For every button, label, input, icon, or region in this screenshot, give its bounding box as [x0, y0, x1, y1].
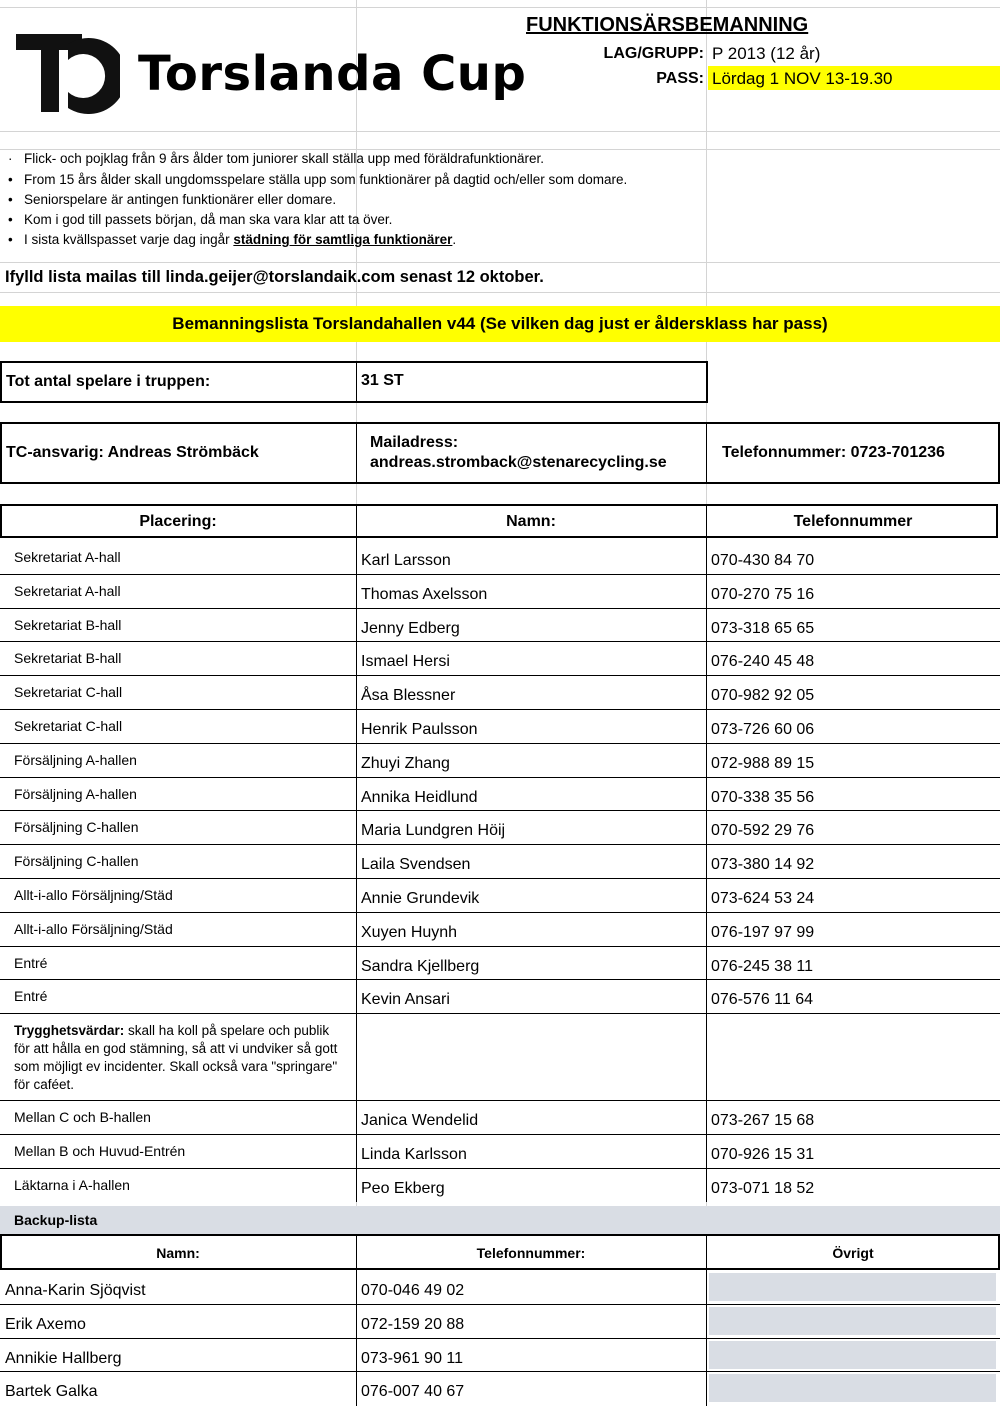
table-row-placement: Sekretariat C-hall — [14, 684, 123, 700]
grid-row-line — [0, 7, 1000, 8]
table-row-phone: 070-592 29 76 — [711, 822, 815, 839]
backup-row-name: Anna-Karin Sjöqvist — [5, 1282, 146, 1299]
row-line — [0, 1100, 1000, 1101]
bullet-item: • I sista kvällspasset varje dag ingår städning för samtliga funktionärer. — [8, 232, 457, 247]
backup-ovrigt-cell — [709, 1307, 996, 1335]
page-title: FUNKTIONSÄRSBEMANNING — [526, 14, 809, 36]
row-line — [0, 743, 1000, 744]
grid-row-line — [0, 149, 1000, 150]
header-placering: Placering: — [139, 513, 217, 530]
table-row-phone: 070-982 92 05 — [711, 687, 815, 704]
row-line — [0, 979, 1000, 980]
table-row-name: Laila Svendsen — [361, 856, 471, 873]
table-row-placement: Entré — [14, 955, 48, 971]
row-line — [0, 777, 1000, 778]
backup-title: Backup-lista — [14, 1212, 98, 1228]
backup-row-phone: 072-159 20 88 — [361, 1316, 465, 1333]
guard-row-phone: 073-071 18 52 — [711, 1180, 815, 1197]
players-label: Tot antal spelare i truppen: — [6, 373, 211, 390]
guard-row-placement: Läktarna i A-hallen — [14, 1177, 130, 1193]
mail-label: Mailadress: — [370, 434, 459, 451]
table-row-phone: 073-624 53 24 — [711, 890, 815, 907]
tc-responsible: TC-ansvarig: Andreas Strömbäck — [6, 444, 259, 461]
guard-row-name: Janica Wendelid — [361, 1112, 479, 1129]
table-row-phone: 072-988 89 15 — [711, 755, 815, 772]
table-row-name: Zhuyi Zhang — [361, 755, 450, 772]
lag-value: P 2013 (12 år) — [712, 44, 821, 63]
grid-row-line — [0, 131, 1000, 132]
backup-section-bar — [0, 1206, 1000, 1234]
table-row-name: Åsa Blessner — [361, 687, 456, 704]
pass-label: PASS: — [656, 70, 704, 87]
table-row-phone: 076-240 45 48 — [711, 653, 815, 670]
torslanda-cup-logo-icon — [16, 30, 120, 114]
grid-row-line — [0, 262, 1000, 263]
row-line — [0, 1338, 1000, 1339]
box-divider — [706, 422, 707, 484]
table-row-phone: 073-726 60 06 — [711, 721, 815, 738]
table-row-placement: Allt-i-allo Försäljning/Städ — [14, 887, 173, 903]
table-row-placement: Sekretariat B-hall — [14, 650, 122, 666]
backup-row-name: Bartek Galka — [5, 1383, 98, 1400]
backup-header-namn: Namn: — [156, 1245, 200, 1261]
row-line — [0, 946, 1000, 947]
backup-row-phone: 076-007 40 67 — [361, 1383, 465, 1400]
bullet-item: • Kom i god till passets början, då man ska vara klar att ta över. — [8, 212, 393, 227]
table-row-name: Xuyen Huynh — [361, 924, 458, 941]
box-divider — [356, 422, 357, 484]
table-row-name: Sandra Kjellberg — [361, 958, 480, 975]
table-row-phone: 073-380 14 92 — [711, 856, 815, 873]
table-row-placement: Sekretariat A-hall — [14, 583, 121, 599]
backup-row-phone: 070-046 49 02 — [361, 1282, 465, 1299]
table-row-placement: Försäljning A-hallen — [14, 786, 137, 802]
backup-row-name: Annikie Hallberg — [5, 1350, 122, 1367]
row-line — [0, 641, 1000, 642]
bullet-item: • Seniorspelare är antingen funktionärer eller domare. — [8, 192, 337, 207]
table-row-placement: Sekretariat B-hall — [14, 617, 122, 633]
grid-row-line — [0, 292, 1000, 293]
table-row-phone: 070-270 75 16 — [711, 586, 815, 603]
guard-row-placement: Mellan B och Huvud-Entrén — [14, 1143, 186, 1159]
table-row-placement: Entré — [14, 988, 48, 1004]
table-row-placement: Försäljning C-hallen — [14, 853, 139, 869]
guard-row-placement: Mellan C och B-hallen — [14, 1109, 151, 1125]
row-line — [0, 1371, 1000, 1372]
table-row-phone: 070-430 84 70 — [711, 552, 815, 569]
row-line — [0, 912, 1000, 913]
guard-row-phone: 073-267 15 68 — [711, 1112, 815, 1129]
table-row-phone: 076-576 11 64 — [711, 991, 814, 1008]
lag-label: LAG/GRUPP: — [603, 45, 704, 62]
table-row-name: Henrik Paulsson — [361, 721, 478, 738]
mail-value: andreas.stromback@stenarecycling.se — [370, 454, 667, 471]
box-divider — [356, 361, 357, 403]
backup-row-phone: 073-961 90 11 — [361, 1350, 464, 1367]
backup-header-telefon: Telefonnummer: — [476, 1245, 586, 1261]
pass-value: Lördag 1 NOV 13-19.30 — [712, 69, 893, 88]
row-line — [0, 709, 1000, 710]
row-line — [0, 1168, 1000, 1169]
row-line — [0, 844, 1000, 845]
row-line — [0, 878, 1000, 879]
table-row-phone: 076-197 97 99 — [711, 924, 815, 941]
backup-header-ovrigt: Övrigt — [832, 1245, 874, 1261]
table-row-name: Annika Heidlund — [361, 789, 478, 806]
table-row-name: Maria Lundgren Höij — [361, 822, 506, 839]
row-line — [0, 1134, 1000, 1135]
header-namn: Namn: — [506, 513, 556, 530]
bullet-item: · Flick- och pojklag från 9 års ålder tom juniorer skall ställa upp med föräldrafunktionärer. — [8, 151, 544, 166]
table-row-name: Thomas Axelsson — [361, 586, 488, 603]
banner: Bemanningslista Torslandahallen v44 (Se vilken dag just er åldersklass har pass) — [0, 306, 1000, 342]
phone-label: Telefonnummer: 0723-701236 — [722, 444, 945, 461]
table-row-phone: 070-338 35 56 — [711, 789, 815, 806]
table-row-name: Jenny Edberg — [361, 620, 460, 637]
row-line — [0, 1304, 1000, 1305]
backup-ovrigt-cell — [709, 1374, 996, 1402]
backup-row-name: Erik Axemo — [5, 1316, 86, 1333]
backup-ovrigt-cell — [709, 1341, 996, 1369]
backup-ovrigt-cell — [709, 1273, 996, 1301]
table-row-placement: Försäljning A-hallen — [14, 752, 137, 768]
table-row-phone: 076-245 38 11 — [711, 958, 814, 975]
row-line — [0, 1013, 1000, 1014]
guard-row-name: Linda Karlsson — [361, 1146, 467, 1163]
table-row-phone: 073-318 65 65 — [711, 620, 815, 637]
guard-row-name: Peo Ekberg — [361, 1180, 445, 1197]
brand-name: Torslanda Cup — [138, 46, 527, 102]
table-row-placement: Allt-i-allo Försäljning/Städ — [14, 921, 173, 937]
row-line — [0, 675, 1000, 676]
table-row-name: Ismael Hersi — [361, 653, 450, 670]
bullet-item: • From 15 års ålder skall ungdomsspelare ställa upp som funktionärer på dagtid och/eller som domare. — [8, 172, 628, 187]
guard-description: Trygghetsvärdar: skall ha koll på spelare och publik för att hålla en god stämning, så att vi undviker så gott som möjligt ev incidenter. Skall också vara "springare" för caféet. — [14, 1023, 338, 1092]
table-row-placement: Sekretariat A-hall — [14, 549, 121, 565]
players-value: 31 ST — [361, 372, 404, 389]
table-row-placement: Försäljning C-hallen — [14, 819, 139, 835]
guard-row-phone: 070-926 15 31 — [711, 1146, 815, 1163]
table-row-name: Kevin Ansari — [361, 991, 450, 1008]
row-line — [0, 810, 1000, 811]
mail-note: Ifylld lista mailas till linda.geijer@torslandaik.com senast 12 oktober. — [5, 268, 544, 286]
header-telefon: Telefonnummer — [793, 513, 913, 530]
table-row-name: Annie Grundevik — [361, 890, 480, 907]
row-line — [0, 608, 1000, 609]
table-row-name: Karl Larsson — [361, 552, 451, 569]
row-line — [0, 574, 1000, 575]
table-row-placement: Sekretariat C-hall — [14, 718, 123, 734]
